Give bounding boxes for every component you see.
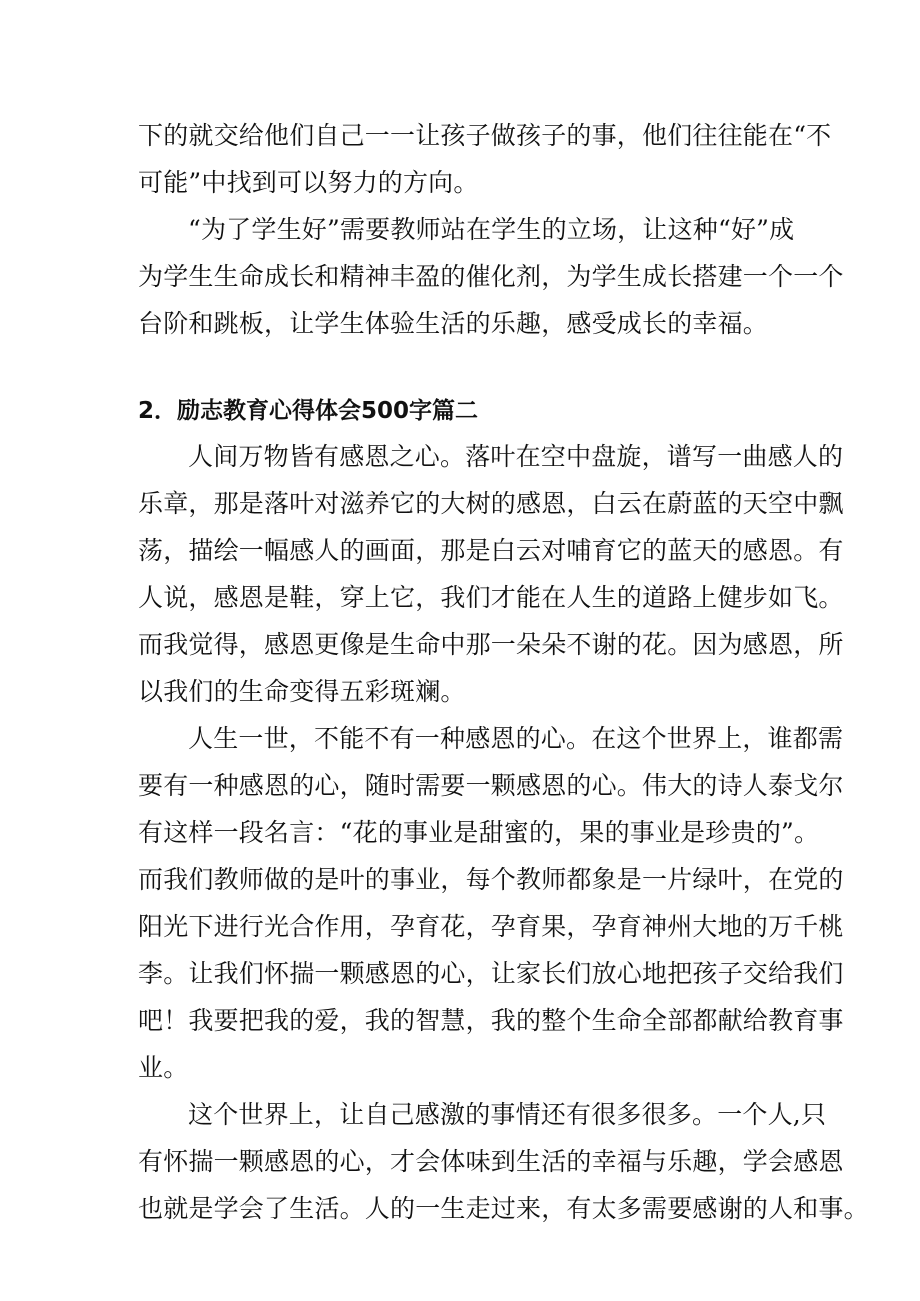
text-line: 而我觉得，感恩更像是生命中那一朵朵不谢的花。因为感恩，所 [138, 630, 844, 659]
text-line: 下的就交给他们自己一一让孩子做孩子的事，他们往往能在“不 [138, 121, 832, 150]
text-line: 可能”中找到可以努力的方向。 [138, 168, 479, 197]
text-line: 乐章，那是落叶对滋养它的大树的感恩，白云在蔚蓝的天空中飘 [138, 489, 844, 518]
text-line: “为了学生好”需要教师站在学生的立场，让这种“好”成 [188, 215, 795, 244]
paragraph-for-students [138, 206, 844, 347]
text-line: 荡，描绘一幅感人的画面，那是白云对哺育它的蓝天的感恩。有 [138, 536, 844, 565]
text-line: 人生一世，不能不有一种感恩的心。在这个世界上，谁都需 [188, 724, 844, 753]
text-line: 业。 [138, 1053, 189, 1082]
document-body [138, 112, 869, 1232]
text-line: 人间万物皆有感恩之心。落叶在空中盘旋，谱写一曲感人的 [188, 442, 844, 471]
text-line: 人说，感恩是鞋，穿上它，我们才能在人生的道路上健步如飞。 [138, 583, 844, 612]
text-line: 台阶和跳板，让学生体验生活的乐趣，感受成长的幸福。 [138, 309, 769, 338]
text-line: 以我们的生命变得五彩斑斓。 [138, 677, 466, 706]
paragraph-grateful-heart [138, 1091, 869, 1232]
text-line: 吧！我要把我的爱，我的智慧，我的整个生命全部都献给教育事 [138, 1006, 844, 1035]
section-spacer [138, 347, 788, 371]
paragraph-continuation [138, 112, 832, 206]
text-line: 这个世界上，让自己感激的事情还有很多很多。一个人,只 [188, 1100, 827, 1129]
text-line: 李。让我们怀揣一颗感恩的心，让家长们放心地把孩子交给我们 [138, 959, 844, 988]
section-heading: 2．励志教育心得体会500字篇二 [138, 398, 479, 424]
text-line: 也就是学会了生活。人的一生走过来，有太多需要感谢的人和事。 [138, 1194, 869, 1223]
text-line: 阳光下进行光合作用，孕育花，孕育果，孕育神州大地的万千桃 [138, 912, 844, 941]
paragraph-gratitude-nature [138, 433, 844, 715]
text-line: 有怀揣一颗感恩的心，才会体味到生活的幸福与乐趣，学会感恩 [138, 1147, 844, 1176]
text-line: 有这样一段名言：“花的事业是甜蜜的，果的事业是珍贵的”。 [138, 818, 820, 847]
text-line: 为学生生命成长和精神丰盈的催化剂，为学生成长搭建一个一个 [138, 262, 844, 291]
text-line: 要有一种感恩的心，随时需要一颗感恩的心。伟大的诗人泰戈尔 [138, 771, 844, 800]
paragraph-teacher-leaf [138, 715, 844, 1091]
text-line: 而我们教师做的是叶的事业，每个教师都象是一片绿叶，在党的 [138, 865, 844, 894]
